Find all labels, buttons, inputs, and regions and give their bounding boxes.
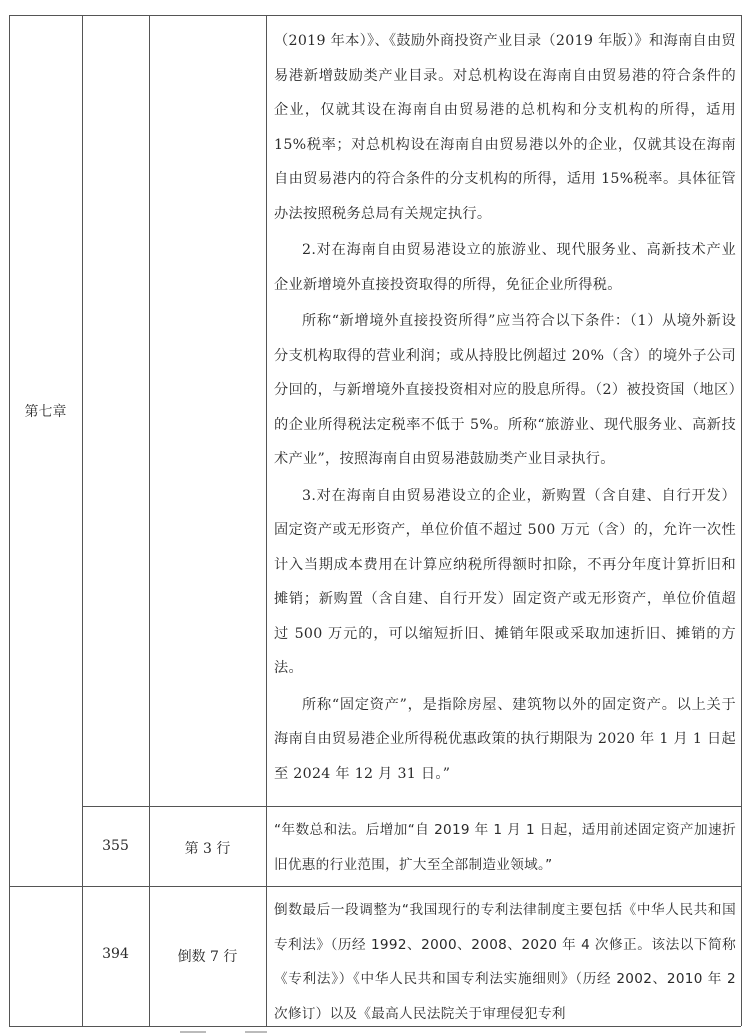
scan-artifact xyxy=(245,1031,267,1033)
content-cell-row-2 xyxy=(274,813,736,882)
row-divider xyxy=(82,806,741,807)
line-location-cell: 倒数 7 行 xyxy=(177,949,238,965)
table-right-border xyxy=(741,15,742,1026)
line-location-cell: 第 3 行 xyxy=(184,841,231,857)
column-divider xyxy=(82,15,83,1026)
content-cell-row-1 xyxy=(274,24,736,791)
content-cell-row-3 xyxy=(274,893,736,1031)
chapter-cell: 第七章 xyxy=(24,404,67,420)
paragraph: 倒数最后一段调整为“我国现行的专利法律制度主要包括《中华人民共和国专利法》（历经 1992、2000、2008、2020 年 4 次修正。该法以下简称《专利法》）《中华人民共和国专利法实施细则》（历经 2002、2010 年 2 次修订）以及《最高人民法院关于审理侵犯专利 xyxy=(274,902,736,1022)
paragraph: 所称“新增境外直接投资所得”应当符合以下条件：（1）从境外新设分支机构取得的营业利润；或从持股比例超过 20%（含）的境外子公司分回的，与新增境外直接投资相对应的股息所得。（2）被投资国（地区）的企业所得税法定税率不低于 5%。所称“旅游业、现代服务业、高新技术产业”，按照海南自由贸易港鼓励类产业目录执行。 xyxy=(274,313,736,467)
row-divider xyxy=(9,886,741,887)
page-number-cell: 394 xyxy=(102,946,129,962)
column-divider xyxy=(266,15,267,1026)
paragraph: 所称“固定资产”，是指除房屋、建筑物以外的固定资产。以上关于海南自由贸易港企业所得税优惠政策的执行期限为 2020 年 1 月 1 日起至 2024 年 12 月 31 日。” xyxy=(274,696,736,782)
column-divider xyxy=(149,15,150,1026)
table-left-border xyxy=(9,15,10,1026)
paragraph: （2019 年本）》、《鼓励外商投资产业目录（2019 年版）》和海南自由贸易港新增鼓励类产业目录。对总机构设在海南自由贸易港的符合条件的企业，仅就其设在海南自由贸易港的总机构和分支机构的所得，适用 15%税率；对总机构设在海南自由贸易港以外的企业，仅就其设在海南自由贸易港内的符合条件的分支机构的所得，适用 15%税率。具体征管办法按照税务总局有关规定执行。 xyxy=(274,33,736,222)
table-top-border xyxy=(9,15,741,16)
paragraph: 3.对在海南自由贸易港设立的企业，新购置（含自建、自行开发）固定资产或无形资产，单位价值不超过 500 万元（含）的，允许一次性计入当期成本费用在计算应纳税所得额时扣除，不再分年度计算折旧和摊销；新购置（含自建、自行开发）固定资产或无形资产，单位价值超过 500 万元的，可以缩短折旧、摊销年限或采取加速折旧、摊销的方法。 xyxy=(274,487,736,676)
scan-artifact xyxy=(180,1031,206,1033)
page-number-cell: 355 xyxy=(102,838,129,854)
paragraph: “年数总和法。后增加“自 2019 年 1 月 1 日起，适用前述固定资产加速折旧优惠的行业范围，扩大至全部制造业领域。” xyxy=(274,822,736,873)
paragraph: 2.对在海南自由贸易港设立的旅游业、现代服务业、高新技术产业企业新增境外直接投资取得的所得，免征企业所得税。 xyxy=(274,242,736,293)
